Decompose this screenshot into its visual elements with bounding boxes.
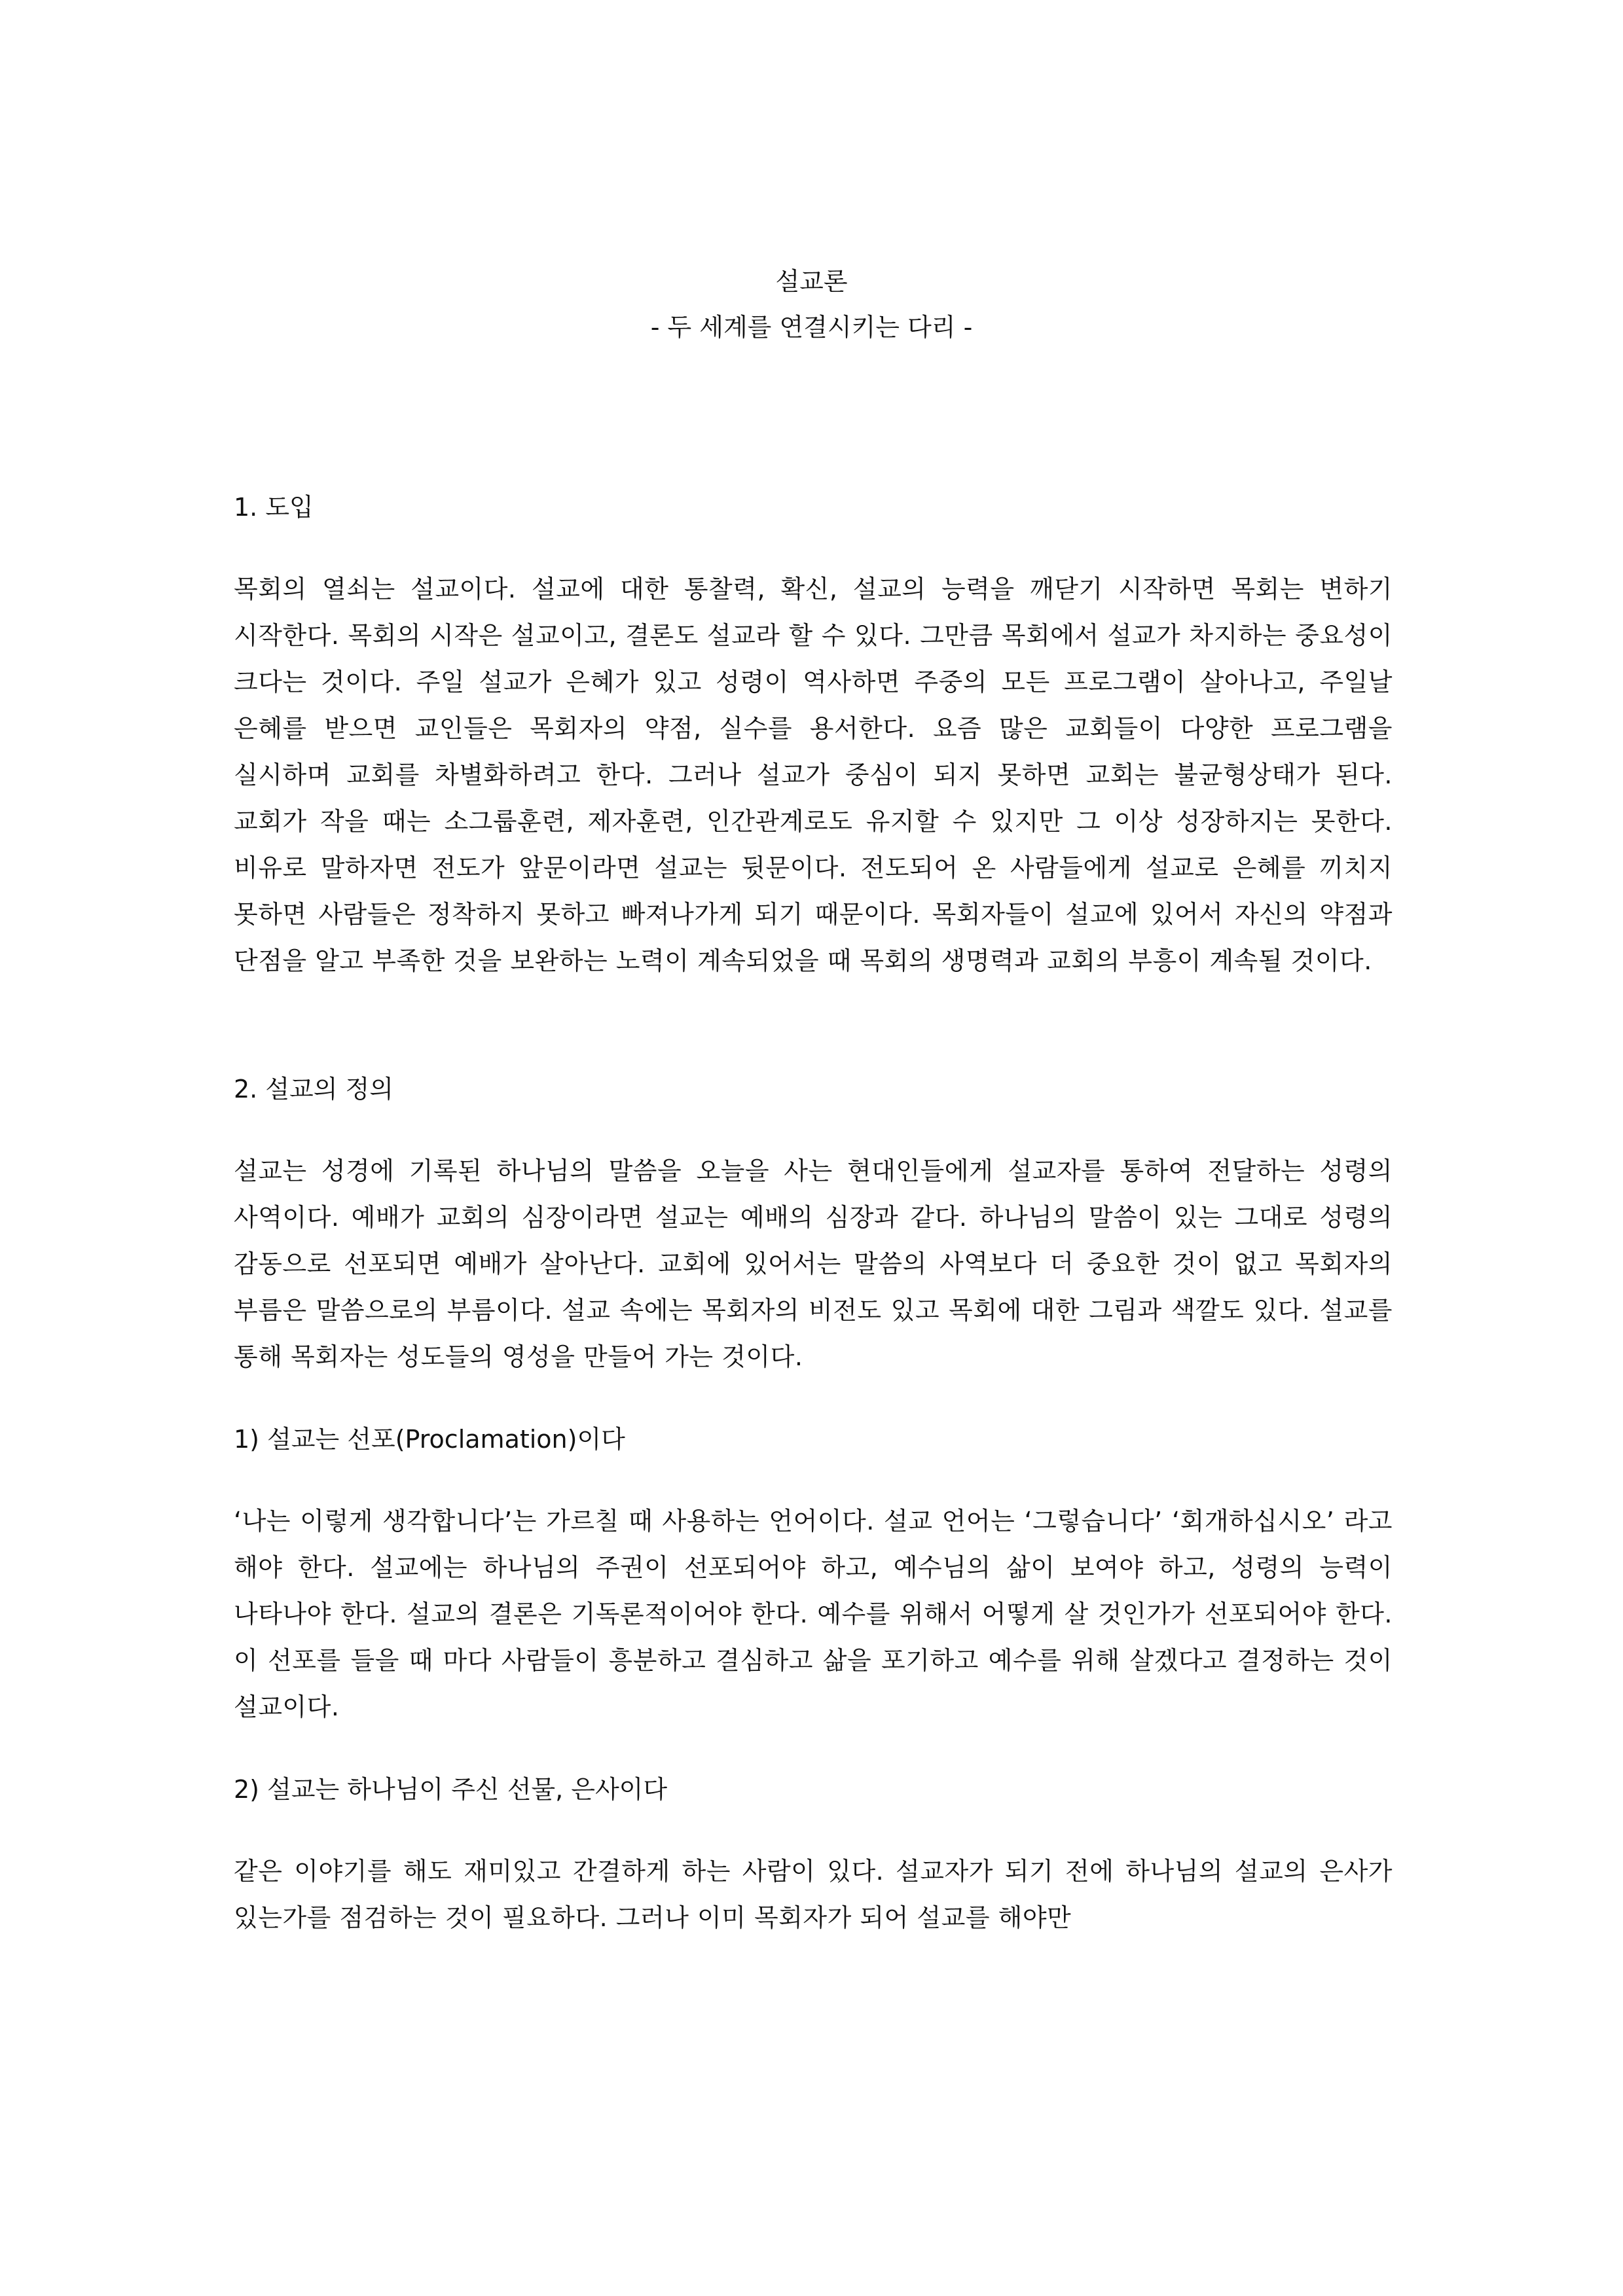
spacer	[234, 1816, 1393, 1848]
subsection-heading-gift: 2) 설교는 하나님이 주신 선물, 은사이다	[234, 1775, 668, 1804]
spacer	[234, 1115, 1393, 1148]
document-title: 설교론	[775, 267, 848, 296]
section-paragraph-introduction: 목회의 열쇠는 설교이다. 설교에 대한 통찰력, 확신, 설교의 능력을 깨닫기 시작하면 목회는 변하기 시작한다. 목회의 시작은 설교이고, 결론도 설교라 할 수 있다. 그만큼 목회에서 설교가 차지하는 중요성이 크다는 것이다. 주일 설교가 은혜가 있고 성령이 역사하면 주중의 모든 프로그램이 살아나고, 주일날 은혜를 받으면 교인들은 목회자의 약점, 실수를 용서한다. 요즘 많은 교회들이 다양한 프로그램을 실시하며 교회를 차별화하려고 한다. 그러나 설교가 중심이 되지 못하면 교회는 불균형상태가 된다. 교회가 작을 때는 소그룹훈련, 제자훈련, 인간관계로도 유지할 수 있지만 그 이상 성장하지는 못한다. 비유로 말하자면 전도가 앞문이라면 설교는 뒷문이다. 전도되어 온 사람들에게 설교로 은혜를 끼치지 못하면 사람들은 정착하지 못하고 빠져나가게 되기 때문이다. 목회자들이 설교에 있어서 자신의 약점과 단점을 알고 부족한 것을 보완하는 노력이 계속되었을 때 목회의 생명력과 교회의 부흥이 계속될 것이다.	[234, 575, 1393, 975]
subsection-heading-proclamation: 1) 설교는 선포(Proclamation)이다	[234, 1425, 625, 1454]
spacer	[234, 1380, 1393, 1413]
spacer	[234, 1465, 1393, 1498]
section-heading-definition: 2. 설교의 정의	[234, 1075, 393, 1103]
subsection-paragraph-proclamation: ‘나는 이렇게 생각합니다’는 가르칠 때 사용하는 언어이다. 설교 언어는 ‘그렇습니다’ ‘회개하십시오’ 라고 해야 한다. 설교에는 하나님의 주권이 선포되어야 하고, 예수님의 삶이 보여야 하고, 성령의 능력이 나타나야 한다. 설교의 결론은 기독론적이어야 한다. 예수를 위해서 어떻게 살 것인가가 선포되어야 한다. 이 선포를 들을 때 마다 사람들이 흥분하고 결심하고 삶을 포기하고 예수를 위해 살겠다고 결정하는 것이 설교이다.	[234, 1507, 1393, 1721]
document-body	[234, 481, 1393, 1941]
section-paragraph-definition: 설교는 성경에 기록된 하나님의 말씀을 오늘을 사는 현대인들에게 설교자를 통하여 전달하는 성령의 사역이다. 예배가 교회의 심장이라면 설교는 예배의 심장과 같다. 하나님의 말씀이 있는 그대로 성령의 감동으로 선포되면 예배가 살아난다. 교회에 있어서는 말씀의 사역보다 더 중요한 것이 없고 목회자의 부름은 말씀으로의 부름이다. 설교 속에는 목회자의 비전도 있고 목회에 대한 그림과 색깔도 있다. 설교를 통해 목회자는 성도들의 영성을 만들어 가는 것이다.	[234, 1157, 1393, 1371]
document-subtitle: - 두 세계를 연결시키는 다리 -	[650, 313, 973, 342]
spacer	[234, 1731, 1393, 1763]
subsection-paragraph-gift: 같은 이야기를 해도 재미있고 간결하게 하는 사람이 있다. 설교자가 되기 전에 하나님의 설교의 은사가 있는가를 점검하는 것이 필요하다. 그러나 이미 목회자가 되어 설교를 해야만	[234, 1857, 1393, 1932]
spacer	[234, 533, 1393, 566]
spacer	[234, 984, 1393, 1063]
section-heading-introduction: 1. 도입	[234, 493, 314, 522]
title-block	[0, 259, 1623, 350]
